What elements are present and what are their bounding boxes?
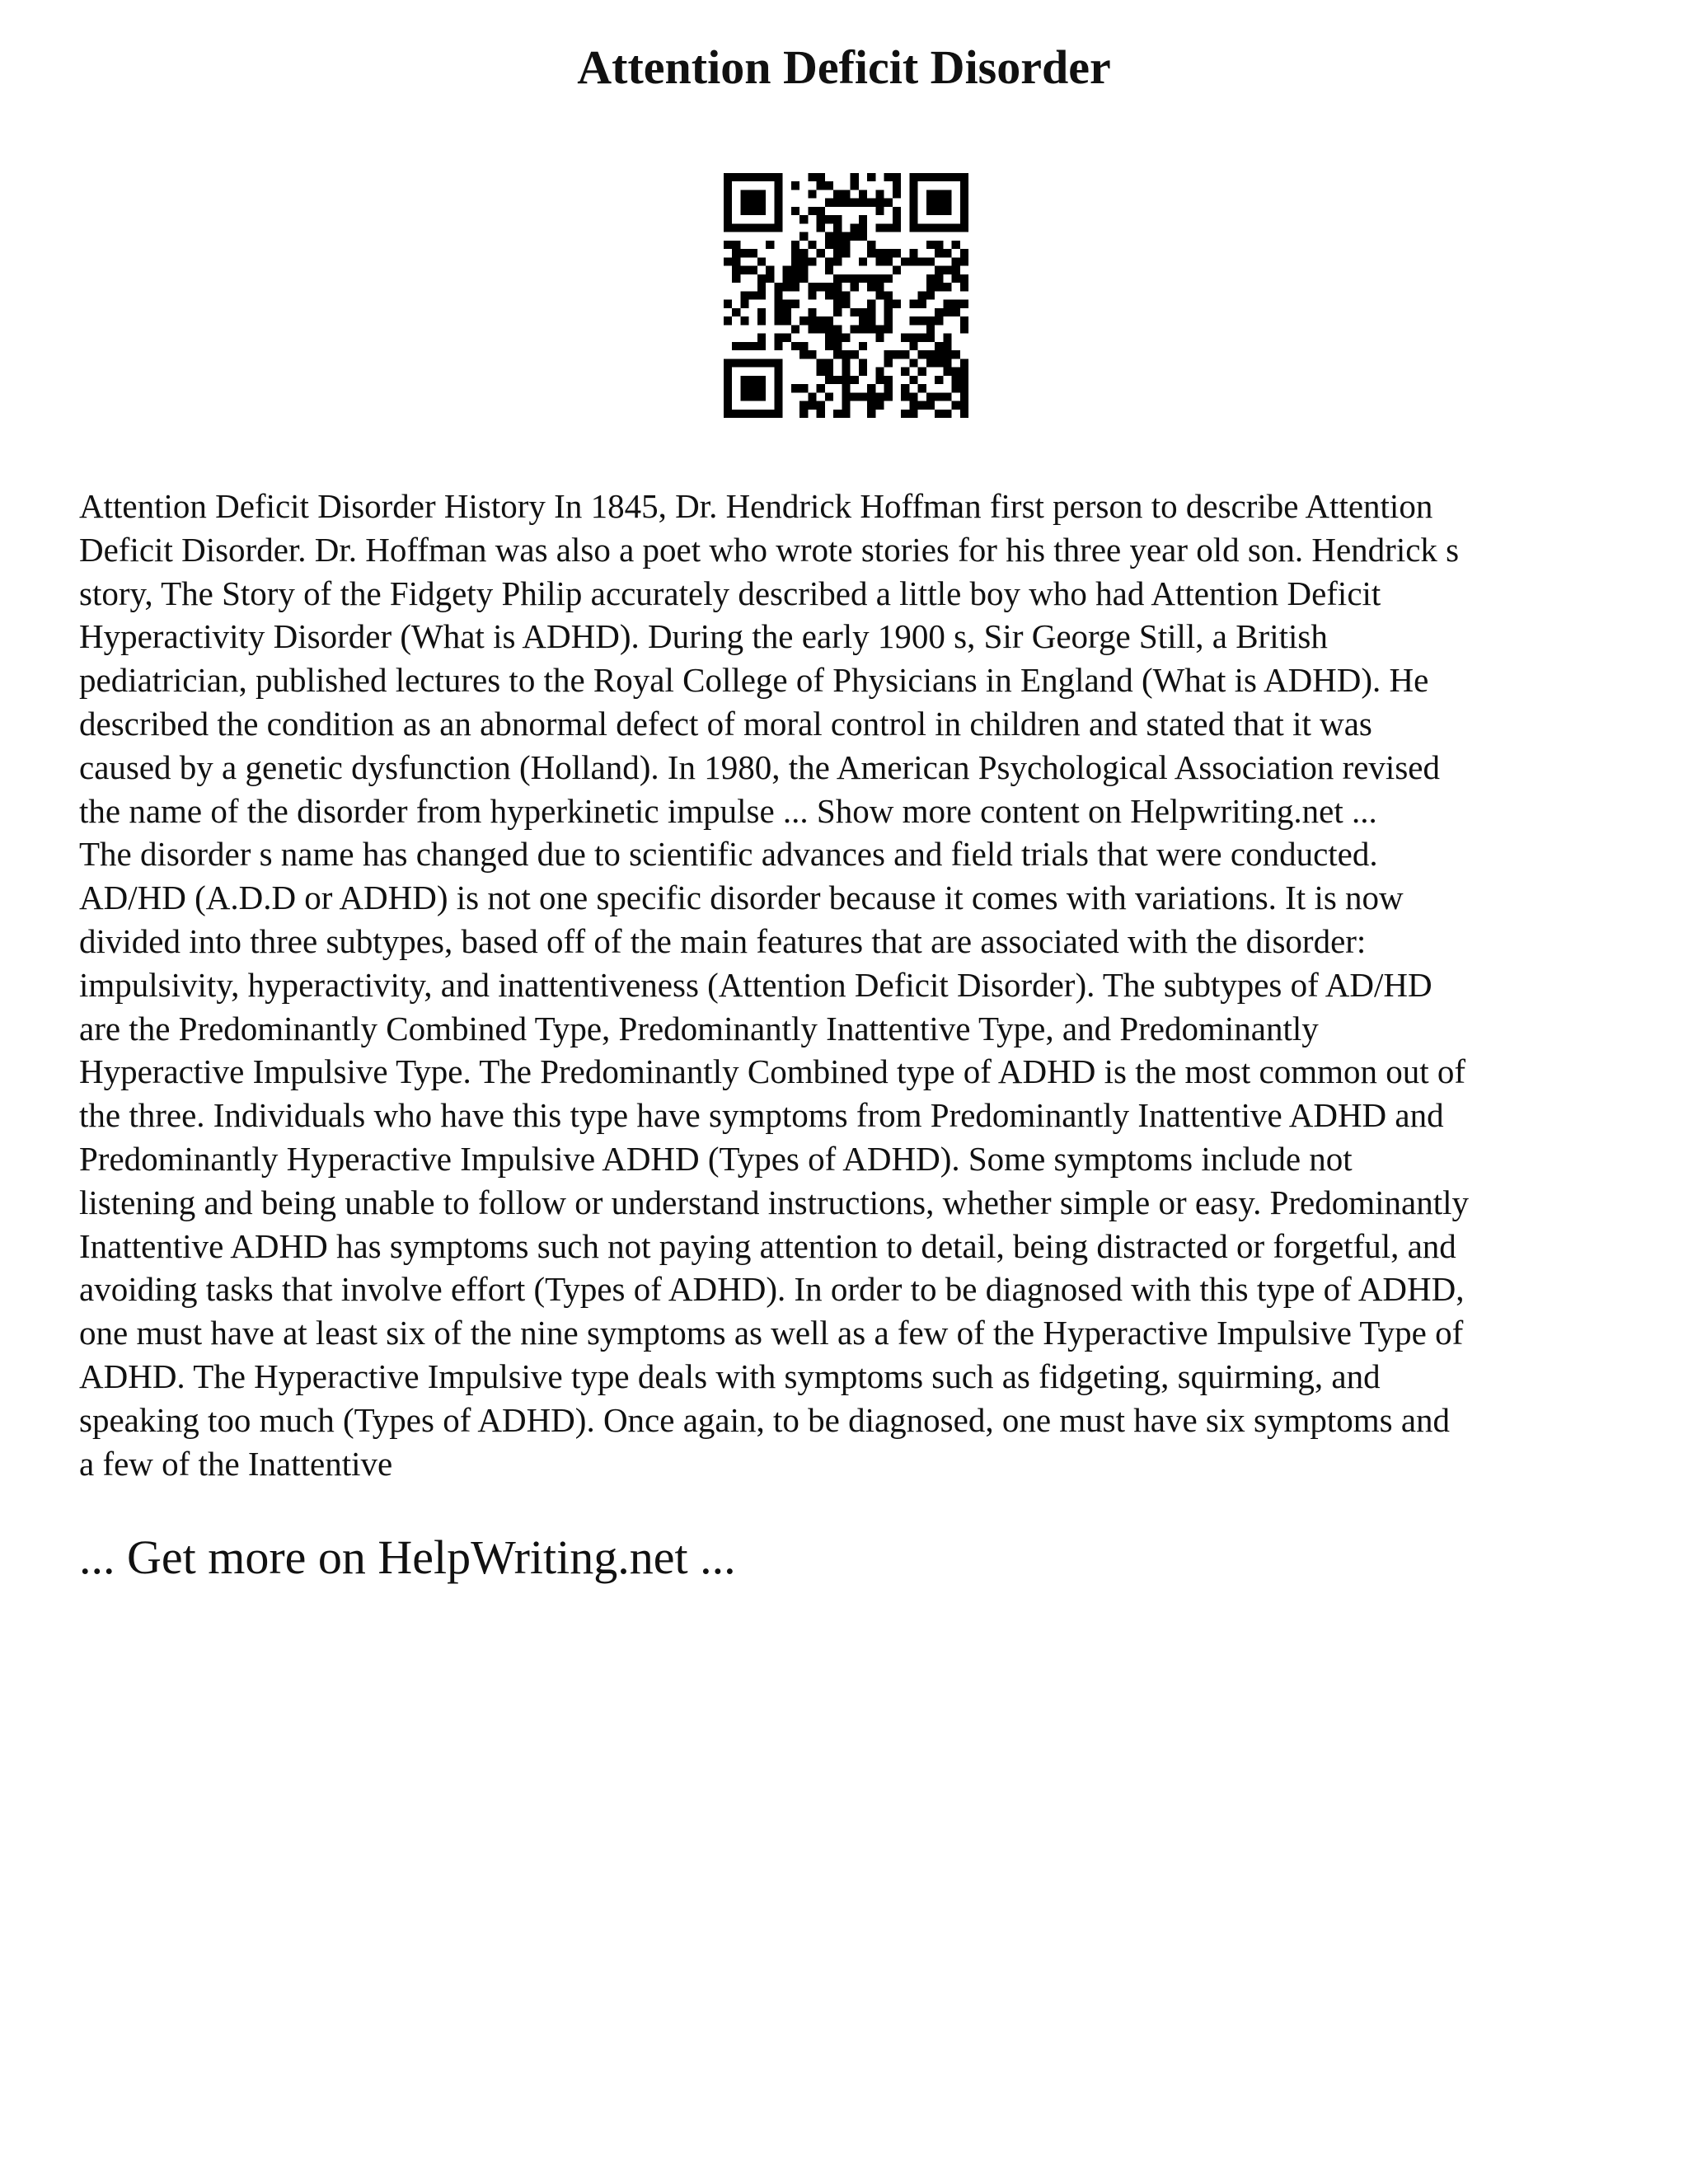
document-title: Attention Deficit Disorder xyxy=(577,40,1111,94)
qr-code-icon xyxy=(724,173,968,418)
body-text: Attention Deficit Disorder History In 1845, Dr. Hendrick Hoffman first person to describe Attention Deficit Disorder. Dr. Hoffman was also a poet who wrote stories for his three year old son. Hendrick s story, The Story of the Fidgety Philip accurately described a little boy who had Attention Deficit Hyperactivity Disorder (What is ADHD). During the early 1900 s, Sir George Still, a British pediatrician, published lectures to the Royal College of Physicians in England (What is ADHD). He described the condition as an abnormal defect of moral control in children and stated that it was caused by a genetic dysfunction (Holland). In 1980, the American Psychological Association revised the name of the disorder from hyperkinetic impulse ... Show more content on Helpwriting.net ... The disorder s name has changed due to scientific advances and field trials that were conducted. AD/HD (A.D.D or ADHD) is not one specific disorder because it comes with variations. It is now divided into three subtypes, based off of the main features that are associated with the disorder: impulsivity, hyperactivity, and inattentiveness (Attention Deficit Disorder). The subtypes of AD/HD are the Predominantly Combined Type, Predominantly Inattentive Type, and Predominantly Hyperactive Impulsive Type. The Predominantly Combined type of ADHD is the most common out of the three. Individuals who have this type have symptoms from Predominantly Inattentive ADHD and Predominantly Hyperactive Impulsive ADHD (Types of ADHD). Some symptoms include not listening and being unable to follow or understand instructions, whether simple or easy. Predominantly Inattentive ADHD has symptoms such not paying attention to detail, being distracted or forgetful, and avoiding tasks that involve effort (Types of ADHD). In order to be diagnosed with this type of ADHD, one must have at least six of the nine symptoms as well as a few of the Hyperactive Impulsive Type of ADHD. The Hyperactive Impulsive type deals with symptoms such as fidgeting, squirming, and speaking too much (Types of ADHD). Once again, to be diagnosed, one must have six symptoms and a few of the Inattentive xyxy=(79,487,1469,1483)
get-more-link[interactable]: ... Get more on HelpWriting.net ... xyxy=(79,1530,736,1584)
